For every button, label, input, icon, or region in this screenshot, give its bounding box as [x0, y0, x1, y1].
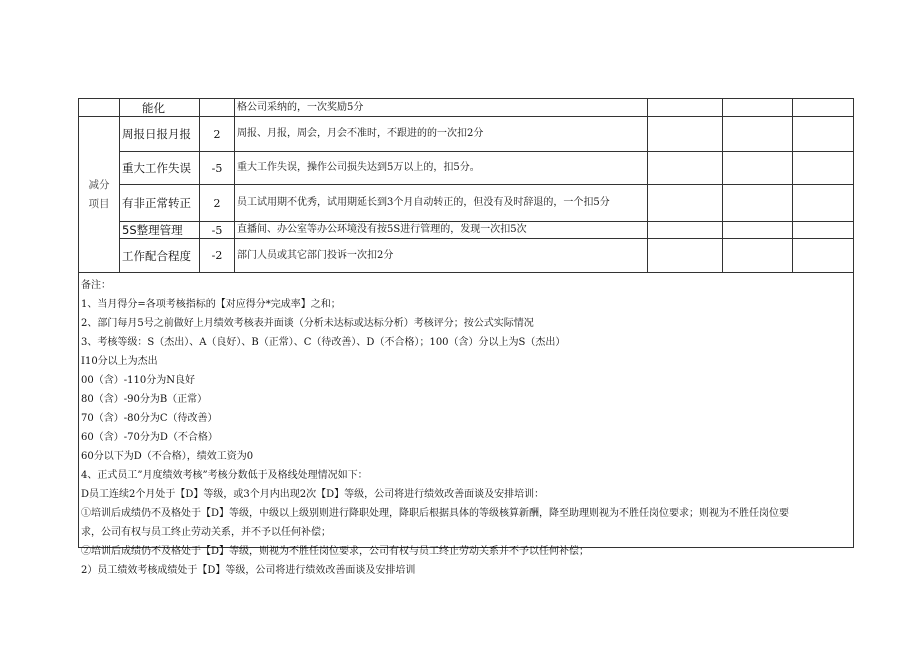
blank-cell [793, 185, 854, 222]
notes-block [81, 276, 851, 576]
item-name: 能化 [120, 99, 200, 117]
item-description: 员工试用期不优秀，试用期延长到3个月自动转正的，但没有及时辞退的，一个扣5分 [235, 185, 648, 222]
assessment-table-sheet [78, 98, 853, 576]
table-row [79, 222, 854, 239]
blank-cell [723, 152, 793, 185]
category-cell [79, 99, 120, 117]
blank-cell [723, 222, 793, 239]
blank-cell [793, 152, 854, 185]
notes-line: 1、当月得分=各项考核指标的【对应得分*完成率】之和； [81, 299, 341, 310]
item-description: 部门人员或其它部门投诉一次扣2分 [235, 239, 648, 273]
blank-cell [793, 222, 854, 239]
item-score: 2 [200, 117, 235, 152]
notes-line: ②培训后成绩仍不及格处于【D】等级，则视为不胜任岗位要求，公司有权与员工终止劳动关系并不予以任何补偿； [81, 546, 590, 557]
table-row [79, 239, 854, 273]
blank-cell [723, 185, 793, 222]
notes-line: ①培训后成绩仍不及格处于【D】等级，中级以上级别则进行降职处理，降职后根据具体的等级核算新酬，降至助理则视为不胜任岗位要求；则视为不胜任岗位要 [81, 508, 790, 519]
table-row [79, 99, 854, 117]
blank-cell [648, 99, 723, 117]
blank-cell [793, 239, 854, 273]
item-score [200, 99, 235, 117]
item-score: -5 [200, 152, 235, 185]
item-score: 2 [200, 185, 235, 222]
table-row [79, 185, 854, 222]
item-description: 重大工作失误，操作公司损失达到5万以上的，扣5分。 [235, 152, 648, 185]
item-description: 周报、月报，周会，月会不准时，不跟进的的一次扣2分 [235, 117, 648, 152]
notes-line: D员工连续2个月处于【D】等级，或3个月内出现2次【D】等级，公司将进行绩效改善面谈及安排培训： [81, 489, 545, 500]
notes-line: 3、考核等级：S（杰出）、A（良好）、B（正常）、C（待改善）、D（不合格）；100（含）分以上为S（杰出） [81, 337, 566, 348]
item-description: 直播间、办公室等办公环境没有按5S进行管理的，发现一次扣5次 [235, 222, 648, 239]
item-name: 重大工作失误 [120, 152, 200, 185]
blank-cell [648, 152, 723, 185]
blank-cell [648, 117, 723, 152]
notes-line: 00（含）-110分为N良好 [81, 375, 195, 386]
blank-cell [723, 99, 793, 117]
notes-line: 2、部门每月5号之前做好上月绩效考核表并面谈（分析未达标或达标分析）考核评分；按公式实际情况 [81, 318, 534, 329]
notes-line: 60（含）-70分为D（不合格） [81, 432, 218, 443]
item-name: 周报日报月报 [120, 117, 200, 152]
notes-row [79, 273, 854, 548]
item-name: 工作配合程度 [120, 239, 200, 273]
blank-cell [648, 222, 723, 239]
blank-cell [648, 239, 723, 273]
blank-cell [723, 239, 793, 273]
blank-cell [648, 185, 723, 222]
notes-line: 60分以下为D（不合格），绩效工资为0 [81, 451, 254, 462]
notes-line: I10分以上为杰出 [81, 356, 158, 367]
notes-line: 备注： [81, 280, 111, 291]
notes-line: 求，公司有权与员工终止劳动关系，并不予以任何补偿； [81, 527, 331, 538]
notes-line: 70（含）-80分为C（待改善） [81, 413, 218, 424]
notes-line: 4、正式员工”月度绩效考核”考核分数低于及格线处理情况如下： [81, 470, 368, 481]
table-row [79, 117, 854, 152]
item-score: -5 [200, 222, 235, 239]
blank-cell [793, 99, 854, 117]
item-name: 有非正常转正 [120, 185, 200, 222]
item-description: 格公司采纳的，一次奖励5分 [235, 99, 648, 117]
blank-cell [723, 117, 793, 152]
item-name: 5S整理管理 [120, 222, 200, 239]
deduction-table [78, 98, 854, 576]
blank-cell [793, 117, 854, 152]
table-row [79, 152, 854, 185]
item-score: -2 [200, 239, 235, 273]
notes-line: 2）员工绩效考核成绩处于【D】等级，公司将进行绩效改善面谈及安排培训 [81, 565, 416, 576]
category-label-line1: 减分 [88, 178, 110, 191]
category-label-line2: 项目 [88, 197, 110, 210]
notes-cell [79, 273, 854, 576]
category-cell [79, 117, 120, 273]
notes-line: 80（含）-90分为B（正常） [81, 394, 208, 405]
